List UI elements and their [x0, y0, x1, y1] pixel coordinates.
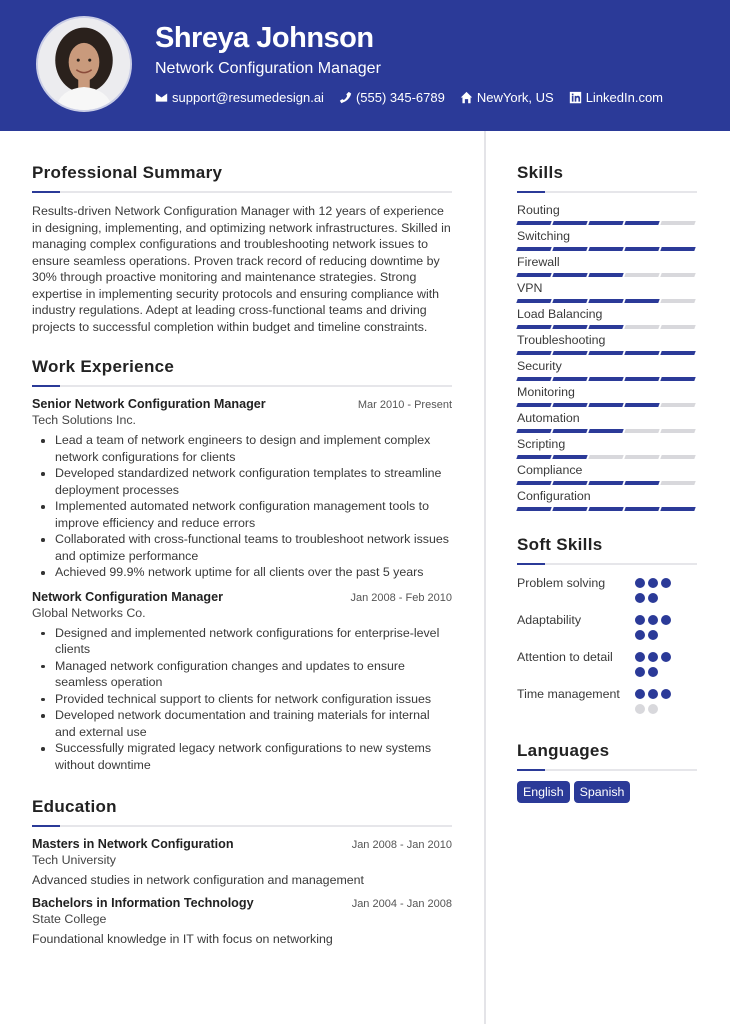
contact-phone-text: (555) 345-6789: [355, 90, 445, 105]
skill-level-segment: [624, 273, 659, 277]
job-date: Mar 2010 - Present: [357, 399, 452, 411]
skill-level-segment: [660, 403, 695, 407]
skill-level-bar: [517, 429, 697, 433]
rating-dot-icon: [648, 652, 658, 662]
skill-item: [517, 359, 697, 381]
skill-level-segment: [552, 507, 587, 511]
skill-name: Routing: [517, 203, 560, 217]
skill-level-segment: [660, 299, 695, 303]
skill-item: [517, 281, 697, 303]
job-title: Senior Network Configuration Manager: [32, 397, 266, 411]
skill-level-segment: [660, 221, 695, 225]
contact-linkedin[interactable]: [569, 90, 663, 105]
job-company: Tech Solutions Inc.: [32, 413, 137, 427]
skill-level-bar: [517, 325, 697, 329]
skills-heading: Skills: [517, 163, 564, 182]
skill-level-segment: [588, 429, 623, 433]
skill-level-segment: [552, 429, 587, 433]
education-desc: Foundational knowledge in IT with focus on networking: [32, 932, 333, 946]
education-date: Jan 2004 - Jan 2008: [351, 898, 452, 910]
education-heading: Education: [32, 797, 117, 816]
soft-skills-section: [517, 535, 697, 719]
skill-name: Configuration: [517, 489, 591, 503]
skill-item: [517, 333, 697, 355]
rating-dot-icon: [648, 689, 658, 699]
skill-level-segment: [624, 351, 659, 355]
job-entry: [32, 397, 452, 581]
job-bullet: Collaborated with cross-functional teams to troubleshoot network issues and optimize performance: [32, 531, 452, 564]
soft-skill-rating: [635, 689, 685, 719]
rating-dot-icon: [661, 652, 671, 662]
skill-name: Monitoring: [517, 385, 575, 399]
skill-level-segment: [624, 247, 659, 251]
skill-level-bar: [517, 351, 697, 355]
skill-level-segment: [660, 507, 695, 511]
school: State College: [32, 912, 107, 926]
skill-name: Load Balancing: [517, 307, 603, 321]
summary-section: [32, 163, 452, 335]
rating-dot-icon: [648, 578, 658, 588]
skill-level-segment: [588, 299, 623, 303]
section-rule: [32, 825, 452, 827]
contact-list: [155, 90, 678, 105]
skill-level-segment: [588, 221, 623, 225]
skill-level-bar: [517, 455, 697, 459]
skill-level-segment: [660, 325, 695, 329]
skill-level-segment: [552, 455, 587, 459]
skill-level-segment: [588, 455, 623, 459]
skill-level-bar: [517, 247, 697, 251]
skill-level-segment: [624, 377, 659, 381]
skill-level-segment: [624, 507, 659, 511]
soft-skill-name: Time management: [517, 687, 620, 701]
skill-item: [517, 255, 697, 277]
soft-skill-name: Attention to detail: [517, 650, 613, 664]
skill-item: [517, 203, 697, 225]
job-bullet: Designed and implemented network configurations for enterprise-level clients: [32, 625, 452, 658]
job-bullets: [32, 625, 452, 774]
skill-level-segment: [516, 247, 551, 251]
language-tags: [517, 781, 697, 803]
skills-list: [517, 203, 697, 511]
soft-skill-item: [517, 649, 697, 682]
rating-dot-icon: [648, 667, 658, 677]
skill-name: Scripting: [517, 437, 566, 451]
skill-level-segment: [660, 429, 695, 433]
skill-level-bar: [517, 377, 697, 381]
skill-level-segment: [624, 403, 659, 407]
skill-level-segment: [624, 221, 659, 225]
job-bullet: Lead a team of network engineers to design and implement complex network configurations for clients: [32, 432, 452, 465]
avatar: [36, 16, 132, 112]
rating-dot-icon: [661, 615, 671, 625]
contact-linkedin-text: LinkedIn.com: [585, 90, 664, 105]
skill-level-segment: [516, 325, 551, 329]
degree: Masters in Network Configuration: [32, 837, 234, 851]
skill-item: [517, 411, 697, 433]
job-bullet: Developed standardized network configuration templates to streamline deployment processes: [32, 465, 452, 498]
contact-email[interactable]: [155, 90, 324, 105]
section-rule: [32, 385, 452, 387]
profile-photo: [38, 18, 130, 110]
skill-level-segment: [516, 403, 551, 407]
soft-skills-heading: Soft Skills: [517, 535, 603, 554]
skill-level-segment: [516, 377, 551, 381]
experience-heading: Work Experience: [32, 357, 175, 376]
language-tag: English: [517, 781, 570, 803]
skill-level-segment: [552, 325, 587, 329]
skill-name: Switching: [517, 229, 571, 243]
soft-skill-rating: [635, 578, 685, 608]
linkedin-icon: [569, 91, 582, 104]
job-company: Global Networks Co.: [32, 605, 146, 620]
skill-level-segment: [660, 377, 695, 381]
soft-skill-item: [517, 575, 697, 608]
skill-level-segment: [588, 273, 623, 277]
contact-phone[interactable]: [339, 90, 445, 105]
education-entry: [32, 837, 452, 887]
skill-level-segment: [660, 273, 695, 277]
skill-level-segment: [660, 455, 695, 459]
school: Tech University: [32, 853, 117, 867]
rating-dot-icon: [661, 689, 671, 699]
skill-level-segment: [624, 429, 659, 433]
rating-dot-icon: [635, 704, 645, 714]
rating-dot-icon: [648, 630, 658, 640]
job-entry: [32, 590, 452, 774]
degree: Bachelors in Information Technology: [32, 896, 254, 910]
skill-level-segment: [516, 507, 551, 511]
skill-level-segment: [624, 481, 659, 485]
skill-level-segment: [624, 325, 659, 329]
summary-text: Results-driven Network Configuration Manager with 12 years of experience in designing, implementing, and optimizing network infrastructures. Skilled in managing complex configurations and troubleshooting network issues to ensure seamless operations. Proven track record of reducing downtime by 30% through proactive monitoring and maintenance strategies. Strong expertise in implementing security protocols and ensuring compliance with industry regulations. Adept at leading cross-functional teams and driving projects to successful completion within budget and timeline constraints.: [32, 204, 451, 334]
skill-level-bar: [517, 273, 697, 277]
rating-dot-icon: [648, 615, 658, 625]
skill-level-segment: [516, 429, 551, 433]
skill-level-bar: [517, 507, 697, 511]
skill-name: VPN: [517, 281, 543, 295]
skill-level-segment: [660, 481, 695, 485]
skill-level-segment: [660, 351, 695, 355]
soft-skills-list: [517, 575, 697, 719]
skill-item: [517, 437, 697, 459]
skill-name: Compliance: [517, 463, 583, 477]
languages-section: [517, 741, 697, 803]
job-bullet: Implemented automated network configuration management tools to improve efficiency and reduce errors: [32, 498, 452, 531]
main-column: [32, 131, 452, 946]
contact-email-text: support@resumedesign.ai: [172, 90, 324, 105]
skill-level-segment: [552, 273, 587, 277]
candidate-title: Network Configuration Manager: [155, 60, 381, 77]
rating-dot-icon: [635, 630, 645, 640]
education-desc: Advanced studies in network configuration and management: [32, 873, 365, 887]
phone-icon: [339, 91, 352, 104]
job-title: Network Configuration Manager: [32, 589, 224, 604]
section-rule: [32, 191, 452, 193]
skill-name: Firewall: [517, 255, 560, 269]
envelope-icon: [155, 91, 168, 104]
skill-level-segment: [588, 247, 623, 251]
soft-skill-item: [517, 612, 697, 645]
skill-level-segment: [552, 403, 587, 407]
resume-header: [0, 0, 730, 131]
skill-name: Troubleshooting: [517, 333, 606, 347]
soft-skill-rating: [635, 615, 685, 645]
skill-item: [517, 229, 697, 251]
skill-level-segment: [552, 377, 587, 381]
rating-dot-icon: [635, 689, 645, 699]
skill-level-segment: [588, 507, 623, 511]
rating-dot-icon: [635, 615, 645, 625]
contact-location-text: NewYork, US: [476, 90, 554, 105]
skill-level-segment: [588, 351, 623, 355]
candidate-name: Shreya Johnson: [155, 22, 374, 54]
job-bullet: Managed network configuration changes and updates to ensure seamless operation: [32, 658, 452, 691]
skill-name: Automation: [517, 411, 580, 425]
skill-level-segment: [552, 351, 587, 355]
skill-name: Security: [517, 359, 562, 373]
job-bullet: Developed network documentation and training materials for internal and external use: [32, 707, 452, 740]
soft-skill-item: [517, 686, 697, 719]
rating-dot-icon: [648, 704, 658, 714]
skill-item: [517, 463, 697, 485]
skill-level-segment: [624, 299, 659, 303]
section-rule: [517, 769, 697, 771]
skill-level-bar: [517, 221, 697, 225]
skill-level-segment: [552, 299, 587, 303]
section-rule: [517, 191, 697, 193]
rating-dot-icon: [635, 667, 645, 677]
languages-heading: Languages: [517, 741, 610, 760]
sidebar-column: [517, 131, 697, 803]
skill-level-segment: [588, 481, 623, 485]
skill-level-segment: [552, 221, 587, 225]
skill-level-segment: [552, 481, 587, 485]
rating-dot-icon: [661, 578, 671, 588]
summary-heading: Professional Summary: [32, 163, 223, 182]
skill-level-segment: [516, 455, 551, 459]
skill-level-segment: [588, 377, 623, 381]
education-entry: [32, 896, 452, 946]
rating-dot-icon: [648, 593, 658, 603]
skill-level-bar: [517, 481, 697, 485]
skill-level-segment: [516, 481, 551, 485]
section-rule: [517, 563, 697, 565]
rating-dot-icon: [635, 578, 645, 588]
rating-dot-icon: [635, 593, 645, 603]
column-divider: [484, 131, 486, 1024]
job-date: Jan 2008 - Feb 2010: [350, 591, 452, 604]
skill-level-segment: [516, 221, 551, 225]
skill-item: [517, 307, 697, 329]
contact-location: [460, 90, 554, 105]
skill-level-segment: [588, 403, 623, 407]
skill-level-segment: [516, 351, 551, 355]
experience-section: [32, 357, 452, 773]
skill-level-bar: [517, 403, 697, 407]
skill-level-segment: [552, 247, 587, 251]
language-tag: Spanish: [574, 781, 631, 803]
soft-skill-name: Problem solving: [517, 576, 606, 590]
home-icon: [460, 91, 473, 104]
job-bullets: [32, 432, 452, 581]
skill-level-segment: [516, 299, 551, 303]
job-bullet: Provided technical support to clients for network configuration issues: [32, 691, 452, 708]
skill-item: [517, 385, 697, 407]
education-date: Jan 2008 - Jan 2010: [351, 839, 452, 851]
skills-section: [517, 163, 697, 511]
rating-dot-icon: [635, 652, 645, 662]
skill-level-segment: [588, 325, 623, 329]
job-bullet: Successfully migrated legacy network configurations to new systems without downtime: [32, 740, 452, 773]
skill-level-segment: [660, 247, 695, 251]
soft-skill-rating: [635, 652, 685, 682]
soft-skill-name: Adaptability: [517, 613, 582, 627]
education-section: [32, 797, 452, 946]
skill-level-bar: [517, 299, 697, 303]
skill-level-segment: [516, 273, 551, 277]
skill-level-segment: [624, 455, 659, 459]
job-bullet: Achieved 99.9% network uptime for all clients over the past 5 years: [32, 564, 452, 581]
skill-item: [517, 489, 697, 511]
